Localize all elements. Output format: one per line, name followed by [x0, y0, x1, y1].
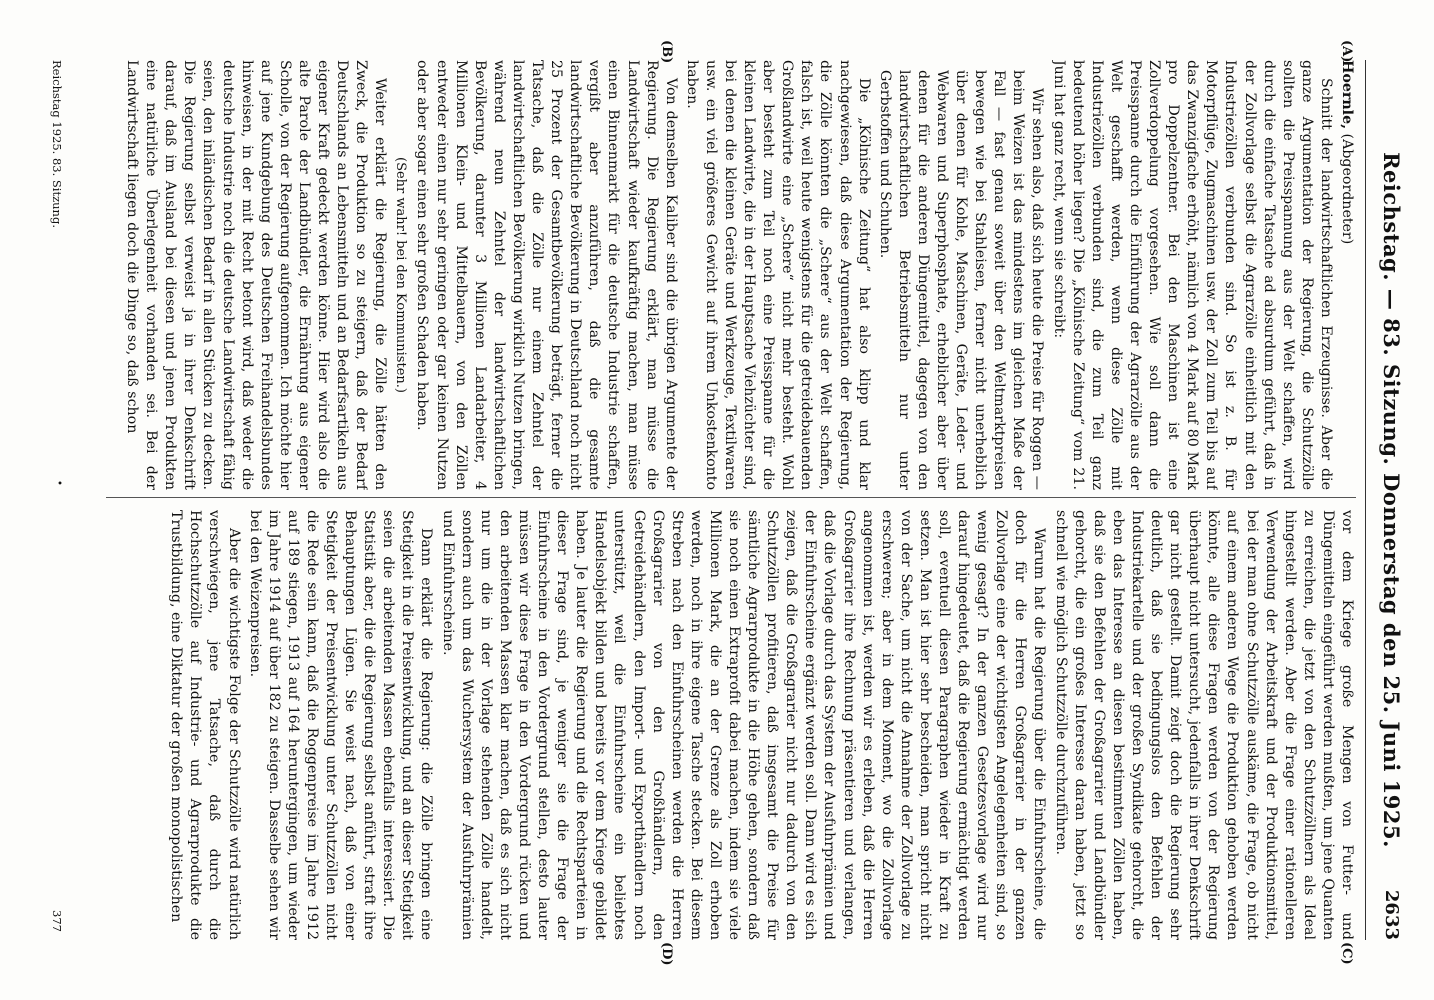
running-title: Reichstag. — 83. Sitzung. Donnerstag den 25. Juni 1925. [1379, 152, 1404, 848]
footer-center: • [53, 480, 64, 486]
margin-mark-d: (D) [659, 942, 674, 966]
margin-mark-b: (B) [659, 40, 674, 64]
quotation: Wir sehen also, daß sich heute die Preise für Roggen — beim Weizen ist das mindestens im gleichen Maße der Fall — fast genau soweit über den Weltmarktpreisen bewegen wie bei Stahleisen, ferner nicht unerheblich über denen für Kohle, Maschinen, Geräte, Leder- und Webwaren und Superphosphate, erheblicher aber über denen für die anderen Düngemittel, dagegen von den landwirtschaftlichen Betriebsmitteln nur unter Gerbstoffen und Schuhen. [876, 70, 1046, 490]
header-rule [1365, 60, 1366, 940]
column-divider [106, 497, 1356, 498]
text-column-right [96, 510, 1356, 940]
footer-left: Reichstag 1925. 83. Sitzung. [50, 60, 64, 228]
paragraph: Warum hat die Regierung über die Einfuhrscheine, die doch für die Herren Großagrarier in der ganzen Zollvorlage eine der wichtigsten Angelegenheiten sind, so wenig gesagt? In der ganzen Gesetzesvorlage wird nur darauf hingedeutet, daß die Regierung ermächtigt werden soll, eventuell diesen Paragraphen wieder in Kraft zu setzen. Man ist hier sehr bescheiden, man spricht nicht von der Sache, um nicht die Annahme der Zollvorlage zu erschweren; aber in dem Moment, wo die Zollvorlage angenommen ist, werden wir es erleben, daß die Herren Großagrarier ihre Rechnung präsentieren und verlangen, daß die Vorlage durch das System der Ausfuhrprämien und der Einfuhrscheine ergänzt werden soll. Dann wird es sich zeigen, daß die Großagrarier nicht nur dadurch von den Schutzzöllen profitieren, daß insgesamt die Preise für sämtliche Agrarprodukte in die Höhe gehen, sondern daß sie noch einen Extraprofit dabei machen, indem sie viele Millionen Mark, die an der Grenze als Zoll erhoben werden, noch in ihre eigene Tasche stecken. Bei diesem Streben nach den Einfuhrscheinen werden die Herren Großagrarier von den Großhändlern, den Getreidehändlern, den Import- und Exporthändlern noch unterstützt, weil die Einfuhrscheine ein beliebtes Handelsobjekt bilden und bereits vor dem Kriege gebildet haben. Je lauter die Regierung und die Rechtsparteien in dieser Frage sind, je weniger sie die Frage der Einfuhrscheine in den Vordergrund stellen, desto lauter müssen wir diese Frage in den Vordergrund rücken und den arbeitenden Massen klar machen, daß es sich nicht nur um die in der Vorlage stehenden Zölle handelt, sondern auch um das Wuchersystem der Ausfuhrprämien und Einfuhrscheine. [439, 510, 1048, 940]
speaker-name: Hoernle, [1339, 60, 1355, 130]
paragraph: Hoernle, (Abgeordneter) [1339, 60, 1355, 245]
paragraph: Aber die wichtigste Folge der Schutzzölle wird natürlich verschwiegen, jene Tatsache, daß durch die Hochschutzzölle auf Industrie- und Agrarprodukte die Trustbildung, eine Diktatur der großen monopolistischen [168, 510, 242, 940]
paragraph: Weiter erklärt die Regierung, die Zölle hätten den Zweck, die Produktion so zu steigern, daß der Bedarf Deutschlands an Lebensmitteln und an Bedarfsartikeln aus eigener Kraft gedeckt werden könne. Hier wird also die alte Parole der Landbündler, die Ernährung aus eigener Scholle, von der Regierung aufgenommen. Ich möchte hier auf jene Kundgebung des Deutschen Freihandelsbundes hinweisen, in der mit Recht betont wird, daß weder die deutsche Industrie noch die deutsche Landwirtschaft fähig seien, den inländischen Bedarf in allen Stücken zu decken. Die Regierung selbst verweist ja in ihrer Denkschrift darauf, daß im Ausland bei diesen und jenen Produkten eine natürliche Überlegenheit vorhanden sei. Bei der Landwirtschaft liegen doch die Dinge so, daß schon [124, 60, 389, 490]
margin-mark-a: (A) [1339, 40, 1354, 63]
footer-page-number: 377 [50, 910, 64, 932]
page-number: 2633 [1381, 889, 1402, 940]
interjection: (Sehr wahr! bei den Kommunisten.) [393, 157, 409, 393]
paragraph: Die „Kölnische Zeitung“ hat also klipp und klar nachgewiesen, daß diese Argumentation der Regierung, die Zölle könnten die „Schere“ aus der Welt schaffen, falsch ist, weil heute wenigstens für die getreidebauenden Großlandwirte eine „Schere“ nicht mehr besteht. Wohl aber besteht zum Teil noch eine Preisspanne für die kleinen Landwirte, die in der Hauptsache Viehzüchter sind, bei denen die kleinen Geräte und Werkzeuge, Textilwaren usw. ein viel größeres Gewicht auf ihrem Unkostenkonto haben. [683, 60, 872, 490]
speaker-role: Abgeordneter [1339, 139, 1355, 239]
paragraph: Von demselben Kaliber sind die übrigen Argumente der Regierung. Die Regierung erklärt, man müsse die Landwirtschaft wieder kaufkräftig machen, man müsse einen Binnenmarkt für die deutsche Industrie schaffen, vergißt aber anzuführen, daß die gesamte landwirtschaftliche Bevölkerung in Deutschland noch nicht 25 Prozent der Gesamtbevölkerung beträgt, ferner die Tatsache, daß die Zölle nur einem Zehntel der landwirtschaftlichen Bevölkerung wirklich Nutzen bringen, während neun Zehntel der landwirtschaftlichen Bevölkerung, darunter 3 Millionen Landarbeiter, 4 Millionen Klein- und Mittelbauern, von den Zöllen entweder einen nur sehr geringen oder gar keinen Nutzen oder aber sogar einen sehr großen Schaden haben. [414, 60, 679, 490]
paragraph: Schnitt der landwirtschaftlichen Erzeugnisse. Aber die ganze Argumentation der Regierung, die Schutzzölle sollten die Preisspannung aus der Welt schaffen, wird durch die einfache Tatsache ad absurdum geführt, daß in der Zollvorlage selbst die Agrarzölle einheitlich mit den Industriezöllen verbunden sind. So ist z. B. für Motorpflüge, Zugmaschinen usw. der Zoll zum Teil bis auf das Zwanzigfache erhöht, nämlich von 4 Mark auf 80 Mark pro Doppelzentner. Bei den Maschinen ist eine Zollverdoppelung vorgesehen. Wie soll dann die Preisspanne durch die Einführung der Agrarzölle aus der Welt geschafft werden, wenn diese Zölle mit Industriezöllen verbunden sind, die zum Teil ganz bedeutend höher liegen? Die „Kölnische Zeitung“ vom 21. Juni hat ganz recht, wenn sie schreibt: [1050, 60, 1334, 490]
paragraph: Dann erklärt die Regierung: die Zölle bringen eine Stetigkeit in die Preisentwicklung, und an dieser Stetigkeit seien die arbeitenden Massen ebenfalls interessiert. Die Statistik aber, die die Regierung selbst anführt, straft ihre Behauptungen Lügen. Sie weist nach, daß von einer Stetigkeit der Preisentwicklung unter Schutzzöllen nicht die Rede sein kann, daß die Roggenpreise im Jahre 1912 auf 189 stiegen, 1913 auf 164 heruntergingen, um wieder im Jahre 1914 auf über 182 zu steigen. Dasselbe sehen wir bei den Weizenpreisen. [246, 510, 435, 940]
paragraph: vor dem Kriege große Mengen von Futter- und Düngemitteln eingeführt werden mußten, um jene Quanten zu erreichen, die jetzt von den Schutzzöllnern als Ideal hingestellt werden. Aber die Frage einer rationelleren Verwendung der Arbeitskraft und der Produktionsmittel, bei der man ohne Schutzzölle auskäme, die Frage, ob nicht auf einem anderen Wege die Produktion gehoben werden könnte, alle diese Fragen werden von der Regierung überhaupt nicht untersucht, jedenfalls in ihrer Denkschrift gar nicht gestellt. Damit zeigt doch die Regierung sehr deutlich, daß sie bedingungslos den Befehlen der Industriekartelle und der großen Syndikate gehorcht, die eben das Interesse an diesen bestimmten Zöllen haben, daß sie den Befehlen der Großagrarier und Landbündler gehorcht, die ein großes Interesse daran haben, jetzt so schnell wie möglich Schutzzölle durchzuführen. [1052, 510, 1355, 940]
margin-mark-c: (C) [1339, 942, 1354, 965]
page-header [1364, 60, 1404, 940]
text-column-left [96, 60, 1356, 490]
